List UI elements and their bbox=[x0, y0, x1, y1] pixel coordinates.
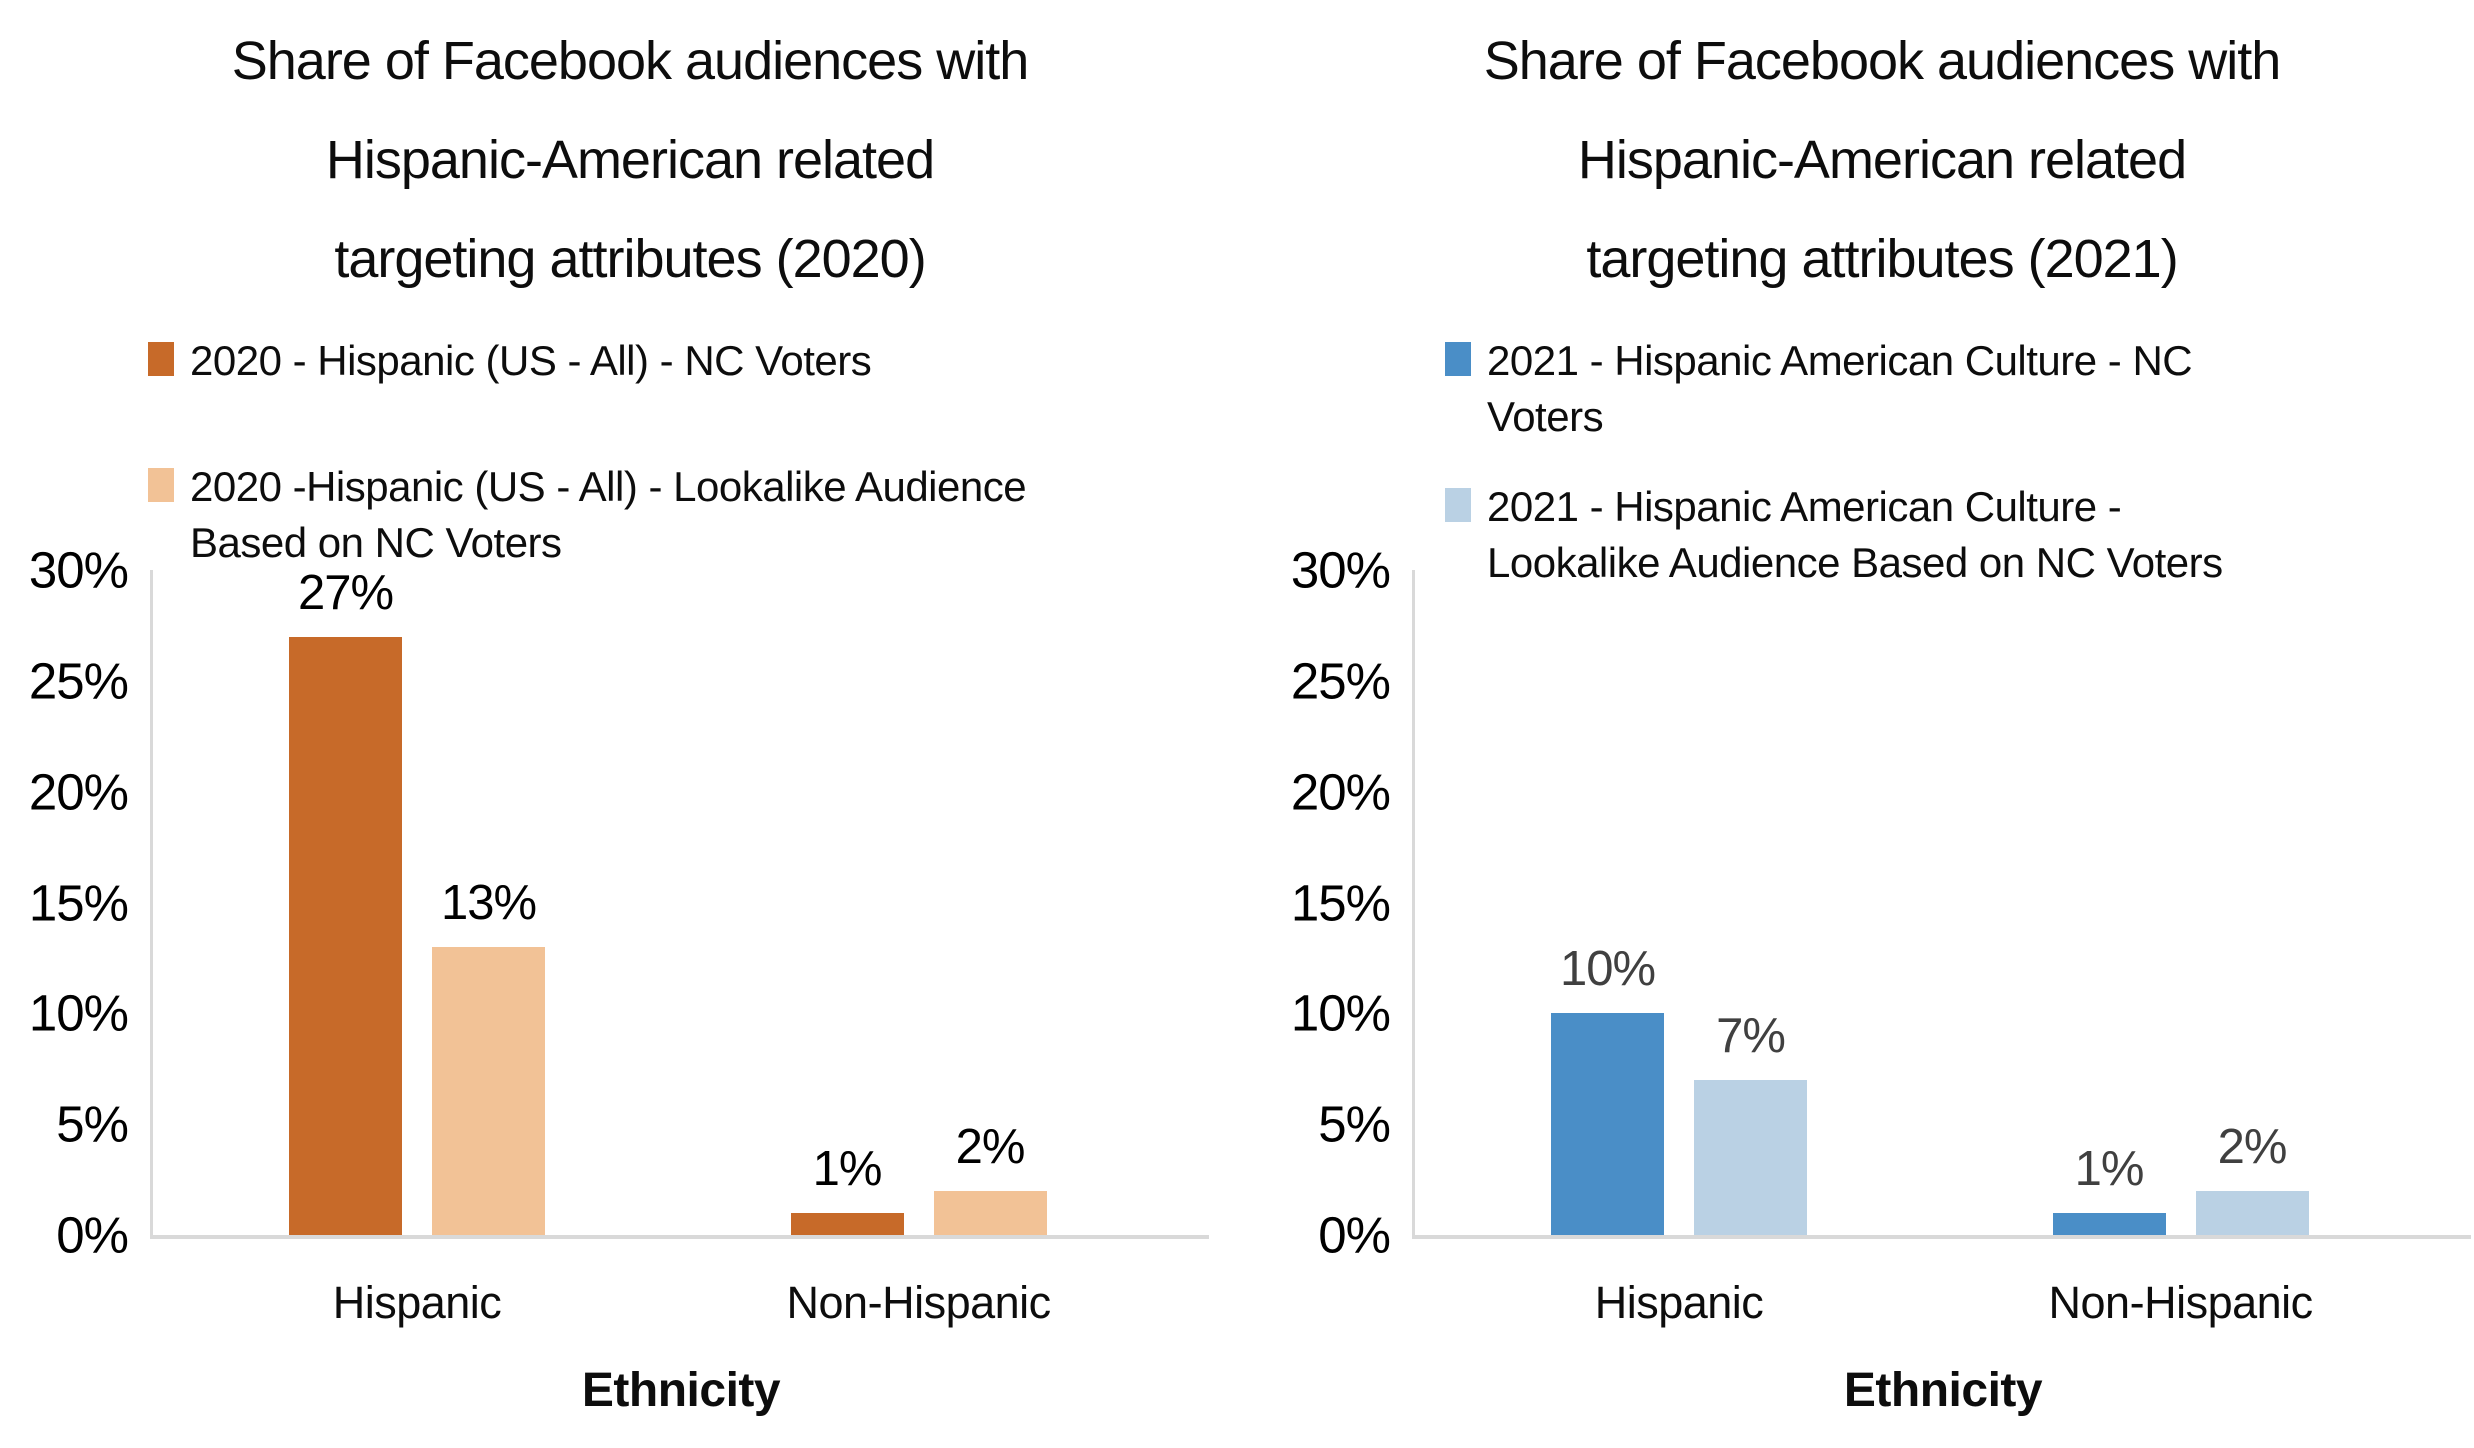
value-label: 13% bbox=[440, 875, 537, 930]
bar bbox=[1694, 1080, 1807, 1235]
legend-label-line: 2020 - Hispanic (US - All) - NC Voters bbox=[190, 337, 872, 384]
y-tick-label: 10% bbox=[28, 984, 128, 1042]
legend-swatch bbox=[148, 468, 174, 502]
value-label: 2% bbox=[955, 1119, 1025, 1174]
x-axis-title: Ethnicity bbox=[1843, 1364, 2043, 1417]
bar-slot bbox=[1694, 570, 1807, 1235]
legend-label bbox=[1487, 333, 2192, 445]
legend bbox=[1445, 333, 2474, 591]
legend-label-line: 2021 - Hispanic American Culture - NC bbox=[1487, 337, 2193, 384]
legend-label bbox=[190, 333, 871, 389]
y-tick-label: 10% bbox=[1290, 984, 1390, 1042]
bar-group-non-hispanic bbox=[2053, 570, 2309, 1235]
y-tick-label: 5% bbox=[56, 1095, 128, 1153]
chart-title-line: targeting attributes (2020) bbox=[334, 229, 926, 289]
plot-area bbox=[150, 565, 1209, 1417]
bar-slot bbox=[2196, 570, 2309, 1235]
y-tick-label: 0% bbox=[1318, 1206, 1390, 1264]
chart-panel-2021 bbox=[1290, 0, 2474, 1448]
y-tick-label: 0% bbox=[56, 1206, 128, 1264]
bar-slot bbox=[934, 570, 1047, 1235]
category-label-non-hispanic: Non-Hispanic bbox=[2048, 1277, 2313, 1328]
y-tick-label: 15% bbox=[1290, 874, 1390, 931]
bar-slot bbox=[289, 565, 402, 1235]
category-label-hispanic: Hispanic bbox=[1594, 1277, 1764, 1328]
plot-area bbox=[1412, 570, 2471, 1417]
y-tick-label: 20% bbox=[28, 763, 128, 821]
chart-title-line: Share of Facebook audiences with bbox=[231, 31, 1029, 91]
legend bbox=[148, 333, 1232, 571]
value-label: 7% bbox=[1716, 1008, 1785, 1063]
legend-swatch bbox=[148, 342, 174, 376]
value-label: 27% bbox=[297, 565, 394, 620]
bar bbox=[1551, 1013, 1664, 1235]
y-tick-label: 5% bbox=[1318, 1095, 1390, 1153]
bar bbox=[432, 947, 545, 1235]
legend-label bbox=[190, 459, 1026, 571]
legend-label-line: Based on NC Voters bbox=[190, 519, 562, 566]
legend-label-line: Voters bbox=[1487, 393, 1604, 440]
legend-item bbox=[1445, 333, 2474, 445]
y-tick-label: 20% bbox=[1290, 763, 1390, 821]
y-tick-label: 15% bbox=[28, 874, 128, 931]
bar bbox=[2053, 1213, 2166, 1235]
bar bbox=[2196, 1191, 2309, 1235]
chart-title-line: Share of Facebook audiences with bbox=[1483, 31, 2281, 91]
bar-slot bbox=[1551, 570, 1664, 1235]
legend-item bbox=[148, 459, 1232, 571]
bar bbox=[791, 1213, 904, 1235]
chart-title-line: Hispanic-American related bbox=[1577, 130, 2187, 190]
value-label: 10% bbox=[1559, 942, 1656, 997]
chart-title bbox=[28, 0, 1232, 309]
bar-group-hispanic bbox=[289, 565, 545, 1235]
legend-label-line: 2020 -Hispanic (US - All) - Lookalike Audience bbox=[190, 463, 1027, 510]
value-label: 1% bbox=[812, 1141, 882, 1196]
chart-title-line: targeting attributes (2021) bbox=[1586, 229, 2178, 289]
y-tick-label: 25% bbox=[1290, 652, 1390, 710]
bar bbox=[289, 637, 402, 1236]
legend-swatch bbox=[1445, 488, 1471, 522]
bar-group-hispanic bbox=[1551, 570, 1807, 1235]
chart-title-line: Hispanic-American related bbox=[325, 130, 935, 190]
y-axis bbox=[1290, 541, 1400, 1264]
y-tick-label: 30% bbox=[1290, 541, 1390, 599]
value-label: 2% bbox=[2217, 1119, 2287, 1174]
category-label-non-hispanic: Non-Hispanic bbox=[786, 1277, 1051, 1328]
legend-swatch bbox=[1445, 342, 1471, 376]
bar-slot bbox=[791, 570, 904, 1235]
y-tick-label: 25% bbox=[28, 652, 128, 710]
category-label-hispanic: Hispanic bbox=[332, 1277, 502, 1328]
bar-slot bbox=[432, 570, 545, 1235]
legend-label-line: 2021 - Hispanic American Culture - bbox=[1487, 483, 2122, 530]
bar-slot bbox=[2053, 570, 2166, 1235]
y-tick-label: 30% bbox=[28, 541, 128, 599]
value-label: 1% bbox=[2074, 1141, 2144, 1196]
bar-group-non-hispanic bbox=[791, 570, 1047, 1235]
legend-item bbox=[148, 333, 1232, 389]
chart-title bbox=[1290, 0, 2474, 309]
bar bbox=[934, 1191, 1047, 1235]
x-axis-title: Ethnicity bbox=[581, 1364, 781, 1417]
legend-label-line: Lookalike Audience Based on NC Voters bbox=[1487, 539, 2223, 586]
chart-panel-2020 bbox=[28, 0, 1232, 1448]
y-axis bbox=[28, 541, 138, 1264]
